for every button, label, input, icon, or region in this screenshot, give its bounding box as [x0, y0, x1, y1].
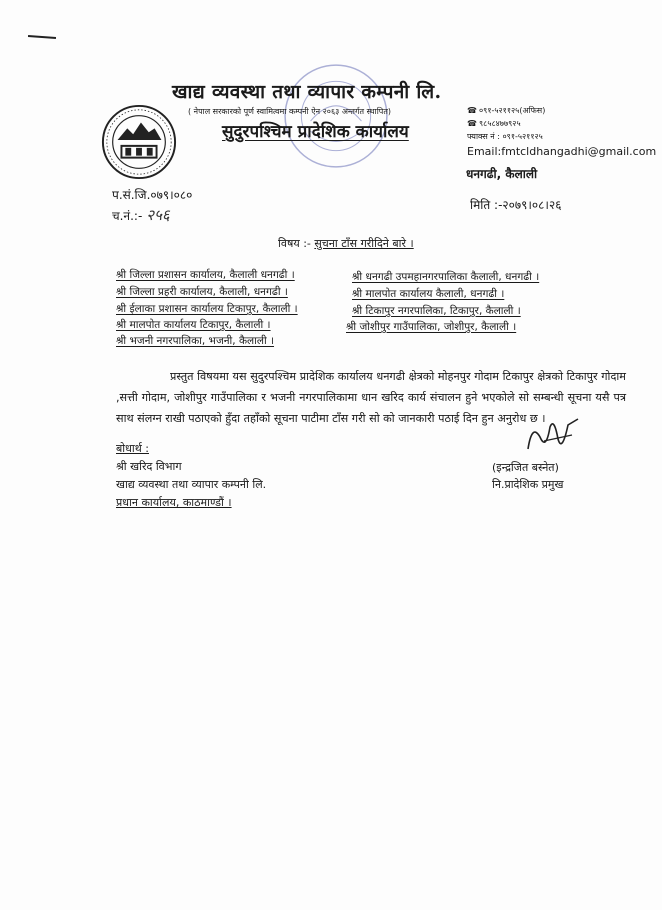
addressee: श्री जिल्ला प्रहरी कार्यालय, कैलाली, धनगढी । — [116, 286, 288, 298]
chalani-label: च.नं.:- — [112, 209, 143, 223]
signatory-block — [492, 459, 564, 493]
reference-block — [112, 185, 192, 226]
cc-office: प्रधान कार्यालय, काठमाण्डौं । — [116, 496, 232, 509]
addressee: श्री जोशीपुर गाउँपालिका, जोशीपुर, कैलाली । — [346, 321, 517, 333]
addressee: श्री मालपोत कार्यालय कैलाली, धनगढी । — [352, 288, 505, 300]
org-name: खाद्य व्यवस्था तथा व्यापार कम्पनी लि. — [172, 81, 442, 103]
subject-line — [278, 236, 414, 251]
addressee: श्री टिकापुर नगरपालिका, टिकापुर, कैलाली । — [352, 305, 521, 317]
addressee: श्री भजनी नगरपालिका, भजनी, कैलाली । — [116, 335, 275, 347]
subject-text: सुचना टाँस गरीदिने बारे । — [314, 237, 414, 250]
email-address: Email:fmtcldhangadhi@gmail.com — [467, 145, 657, 158]
cc-block — [116, 440, 266, 512]
patra-sankhya: प.सं.जि.०७९।०८० — [112, 188, 193, 202]
fax-number: फ्याक्स नं : ०९१-५२११२५ — [467, 132, 543, 141]
mobile-icon: ☎ — [467, 119, 477, 128]
place: धनगढी, कैलाली — [466, 167, 538, 181]
page-mark — [28, 35, 56, 39]
signatory-name: (इन्द्रजित बस्नेत) — [492, 461, 559, 474]
phone-office: ☎ ०९१-५२११२५(अफिस) — [467, 106, 546, 115]
chalani-number: २५६ — [146, 206, 170, 224]
company-logo — [100, 103, 178, 181]
signatory-title: नि.प्रादेशिक प्रमुख — [492, 478, 564, 491]
signature — [520, 413, 590, 457]
cc-to: श्री खरिद विभाग — [116, 460, 182, 473]
cc-org: खाद्य व्यवस्था तथा व्यापार कम्पनी लि. — [116, 478, 267, 491]
phone-icon: ☎ — [467, 106, 477, 115]
letter-date: मिति :-२०७९।०८।२६ — [470, 198, 562, 212]
contact-block — [467, 104, 656, 158]
addressee: श्री जिल्ला प्रशासन कार्यालय, कैलाली धनगढी । — [116, 269, 295, 281]
subject-label: विषय :- — [278, 237, 311, 250]
addressee: श्री धनगढी उपमहानगरपालिका कैलाली, धनगढी । — [352, 271, 540, 283]
addressee: श्री ईलाका प्रशासन कार्यालय टिकापुर, कैलाली । — [116, 303, 298, 315]
addressee: श्री मालपोत कार्यालय टिकापुर, कैलाली । — [116, 319, 271, 331]
office-name: सुदुरपश्चिम प्रादेशिक कार्यालय — [222, 122, 409, 142]
org-subtitle: ( नेपाल सरकारको पूर्ण स्वामित्वमा कम्पनी ऐन २०६३ अन्तर्गत स्थापित) — [188, 107, 391, 116]
letter-body: प्रस्तुत विषयमा यस सुदुरपश्चिम प्रादेशिक कार्यालय धनगढी क्षेत्रको मोहनपुर गोदाम टिकापुर क्षेत्रको टिकापुर गोदाम ,सत्ती गोदाम, जोशीपुर गाउँपालिका र भजनी नगरपालिकामा धान खरिद कार्य संचालन हुने भएकोले सो सम्बन्धी सूचना यसै पत्र साथ संलग्न राखी पठाएको हुँदा तहाँको सूचना पाटीमा टाँस गरी सो को जानकारी पठाई दिन हुन अनुरोध छ । — [116, 370, 626, 425]
cc-label: बोधार्थ : — [116, 442, 149, 455]
phone-mobile: ☎ ९८५८४७७९२५ — [467, 119, 521, 128]
chalani-number-line — [112, 205, 192, 226]
